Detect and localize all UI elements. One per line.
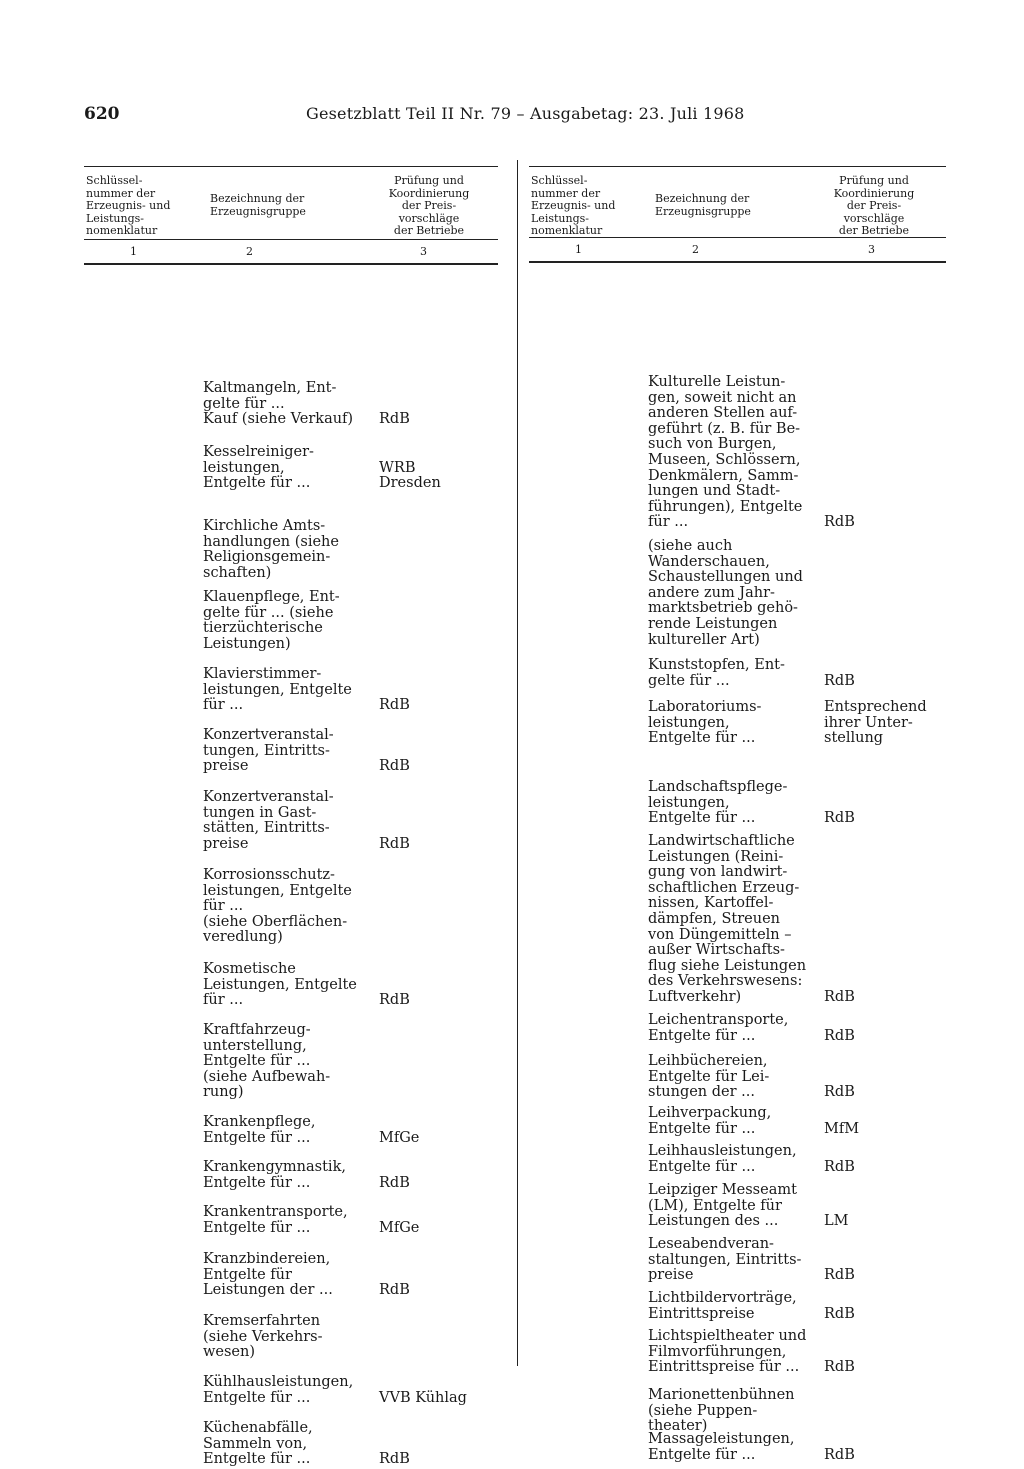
entry-authority: RdB: [824, 1267, 855, 1284]
entry-authority: RdB: [379, 992, 410, 1009]
entry-term: [203, 381, 379, 428]
list-item: [203, 519, 499, 581]
entry-authority: RdB: [824, 1359, 855, 1376]
entry-term: [648, 1329, 824, 1376]
page-number: 620: [84, 104, 120, 124]
list-item: [648, 375, 944, 531]
list-item: [203, 445, 499, 492]
entry-authority: LM: [824, 1213, 849, 1230]
entry-term-line: (siehe Oberflächen-: [203, 913, 348, 930]
entry-term-line: staltungen, Eintritts-: [648, 1251, 802, 1268]
entry-term: [648, 1144, 824, 1175]
list-item: [648, 1183, 944, 1230]
entry-term: [648, 780, 824, 827]
entry-authority: RdB: [379, 1451, 410, 1468]
entry-term-line: leistungen,: [648, 714, 730, 731]
entry-term-line: stätten, Eintritts-: [203, 820, 330, 837]
list-item: [648, 780, 944, 827]
entry-term-line: Entgelte für ...: [648, 730, 756, 747]
entry-authority: VVB Kühlag: [379, 1389, 467, 1406]
left-column: [84, 166, 498, 1468]
entry-term-line: Massageleistungen,: [648, 1431, 795, 1447]
entry-term-line: schaften): [203, 564, 272, 581]
list-item: [203, 1375, 499, 1406]
right-column: [529, 166, 946, 1463]
entry-term-line: Krankengymnastik,: [203, 1159, 346, 1175]
entry-term-line: Entgelte für ...: [203, 1219, 311, 1236]
entry-authority: RdB: [379, 1282, 410, 1299]
list-item: [203, 667, 499, 714]
entry-term-line: (siehe Puppen-: [648, 1402, 758, 1419]
entry-term-line: Kesselreiniger-: [203, 444, 314, 460]
entry-term-line: Kosmetische: [203, 961, 296, 977]
table-header: [529, 166, 946, 238]
list-item: [203, 1252, 499, 1299]
entry-term: [203, 1023, 379, 1101]
running-head: Gesetzblatt Teil II Nr. 79 – Ausgabetag: 23. Juli 1968: [306, 104, 745, 123]
entry-term-line: Leistungen des ...: [648, 1213, 779, 1230]
entry-term: [648, 375, 824, 531]
entry-term-line: Leihverpackung,: [648, 1105, 772, 1121]
entry-term-line: Leseabendveran-: [648, 1236, 774, 1252]
entry-term-line: Klavierstimmer-: [203, 666, 322, 682]
list-item: [648, 1329, 944, 1376]
entry-term-line: für ...: [648, 514, 689, 531]
entry-term: [203, 1314, 379, 1361]
entry-term-line: Krankentransporte,: [203, 1204, 348, 1220]
list-item: [203, 1205, 499, 1236]
entry-authority: RdB: [379, 697, 410, 714]
entry-term-line: Entgelte für ...: [648, 1158, 756, 1175]
entry-term-line: Schaustellungen und: [648, 569, 803, 586]
entry-term: [203, 1115, 379, 1146]
entry-term-line: Laboratoriums-: [648, 699, 762, 715]
column-number-2: 2: [246, 245, 253, 258]
entry-term-line: Entgelte für Lei-: [648, 1068, 770, 1085]
entry-term-line: Leipziger Messeamt: [648, 1182, 797, 1198]
entry-term-line: gung von landwirt-: [648, 864, 788, 881]
entry-term-line: für ...: [203, 992, 244, 1009]
entry-term-line: Konzertveranstal-: [203, 727, 334, 743]
entry-term-line: gelte für ... (siehe: [203, 604, 334, 621]
entry-term-line: preise: [203, 835, 249, 852]
entry-term-line: stungen der ...: [648, 1084, 755, 1101]
entry-term-line: rende Leistungen: [648, 615, 778, 632]
entry-authority: Entsprechend ihrer Unter- stellung: [824, 699, 927, 747]
entry-term-line: Krankenpflege,: [203, 1114, 316, 1130]
entry-term-line: Konzertveranstal-: [203, 789, 334, 805]
list-item: [648, 1054, 944, 1101]
entry-term-line: Klauenpflege, Ent-: [203, 589, 340, 605]
entry-term-line: leistungen,: [648, 794, 730, 811]
column-number-1: 1: [575, 243, 582, 256]
entry-term: [648, 658, 824, 689]
entry-term: [203, 667, 379, 714]
entry-term-line: für ...: [203, 898, 244, 915]
header-col-1: Schlüssel- nummer der Erzeugnis- und Leistungs- nomenklatur: [86, 174, 171, 237]
table-header: [84, 166, 498, 240]
entry-term-line: Religionsgemein-: [203, 549, 331, 566]
entry-term: [648, 1106, 824, 1137]
entry-term-line: Landschaftspflege-: [648, 779, 788, 795]
list-item: [648, 1432, 944, 1463]
list-item: [203, 962, 499, 1009]
entry-term-line: preise: [648, 1267, 694, 1284]
entry-term-line: Entgelte für ...: [203, 475, 311, 492]
entry-term-line: (LM), Entgelte für: [648, 1197, 782, 1214]
entry-term: [203, 1160, 379, 1191]
entry-term-line: tungen in Gast-: [203, 804, 317, 821]
entry-authority: MfGe: [379, 1129, 420, 1146]
entry-term-line: theater): [648, 1418, 708, 1435]
entry-term-line: such von Burgen,: [648, 436, 777, 453]
entry-term-line: Entgelte für: [203, 1266, 292, 1283]
entry-term-line: Kulturelle Leistun-: [648, 374, 786, 390]
entry-term: [203, 790, 379, 852]
entry-term-line: lungen und Stadt-: [648, 483, 781, 500]
entry-term: [203, 590, 379, 652]
list-item: [203, 728, 499, 775]
entry-term-line: leistungen, Entgelte: [203, 681, 352, 698]
entry-term-line: Entgelte für ...: [648, 1446, 756, 1463]
entry-term-line: Entgelte für ...: [203, 1129, 311, 1146]
list-item: [648, 1291, 944, 1322]
entry-term-line: Kremserfahrten: [203, 1313, 321, 1329]
column-number-1: 1: [130, 245, 137, 258]
list-item: [648, 1388, 944, 1435]
list-item: [648, 1106, 944, 1137]
entry-term-line: Entgelte für ...: [203, 1451, 311, 1468]
entry-term-line: Denkmälern, Samm-: [648, 467, 799, 484]
entry-term-line: Leistungen (Reini-: [648, 848, 784, 865]
entry-term-line: Entgelte für ...: [648, 1027, 756, 1044]
list-item: [203, 868, 499, 946]
entry-term: [203, 868, 379, 946]
entry-term: [203, 1421, 379, 1468]
entry-term: [648, 1183, 824, 1230]
entry-term-line: für ...: [203, 697, 244, 714]
entry-term: [648, 539, 824, 648]
entry-authority: RdB: [379, 1174, 410, 1191]
entry-term: [648, 700, 824, 747]
header-col-2: Bezeichnung der Erzeugnisgruppe: [655, 192, 751, 218]
entry-term-line: Eintrittspreise für ...: [648, 1359, 800, 1376]
column-divider: [517, 160, 518, 1366]
entry-term-line: preise: [203, 758, 249, 775]
list-item: [203, 1115, 499, 1146]
entry-authority: RdB: [379, 835, 410, 852]
column-number-2: 2: [692, 243, 699, 256]
entry-authority: WRB Dresden: [379, 459, 441, 492]
entry-term-line: handlungen (siehe: [203, 533, 339, 550]
entry-authority: MfGe: [379, 1219, 420, 1236]
column-number-3: 3: [868, 243, 875, 256]
entry-term: [648, 1237, 824, 1284]
entry-term: [203, 519, 379, 581]
entry-term-line: gen, soweit nicht an: [648, 389, 797, 406]
entry-term-line: Eintrittspreise: [648, 1305, 755, 1322]
entry-term-line: Küchenabfälle,: [203, 1420, 313, 1436]
entry-term: [648, 1432, 824, 1463]
entry-term-line: veredlung): [203, 929, 283, 946]
entry-term: [648, 1291, 824, 1322]
entry-term-line: Kühlhausleistungen,: [203, 1374, 354, 1390]
entry-term-line: anderen Stellen auf-: [648, 405, 798, 422]
entry-term-line: leistungen, Entgelte: [203, 882, 352, 899]
entry-term-line: Leistungen, Entgelte: [203, 976, 357, 993]
entry-term-line: Entgelte für ...: [648, 1120, 756, 1137]
entry-term-line: Sammeln von,: [203, 1435, 308, 1452]
entry-term-line: Kunststopfen, Ent-: [648, 657, 785, 673]
entry-authority: RdB: [379, 411, 410, 428]
header-col-3: Prüfung und Koordinierung der Preis- vorschläge der Betriebe: [388, 174, 470, 237]
list-item: [648, 1144, 944, 1175]
entry-term-line: des Verkehrswesens:: [648, 973, 803, 990]
entry-term-line: Leihhausleistungen,: [648, 1143, 797, 1159]
entry-authority: RdB: [824, 1158, 855, 1175]
header-col-3: Prüfung und Koordinierung der Preis- vorschläge der Betriebe: [833, 174, 915, 237]
list-item: [203, 1160, 499, 1191]
entry-term-line: (siehe Aufbewah-: [203, 1068, 331, 1085]
header-col-2: Bezeichnung der Erzeugnisgruppe: [210, 192, 306, 218]
entry-term: [203, 1205, 379, 1236]
list-item: [648, 700, 944, 747]
entry-term-line: Entgelte für ...: [203, 1389, 311, 1406]
entry-term-line: unterstellung,: [203, 1037, 307, 1054]
entry-term-line: schaftlichen Erzeug-: [648, 879, 800, 896]
entry-term-line: rung): [203, 1084, 244, 1101]
entry-term-line: Kaltmangeln, Ent-: [203, 380, 337, 396]
entry-authority: RdB: [824, 988, 855, 1005]
entry-term: [648, 834, 824, 1006]
column-number-3: 3: [420, 245, 427, 258]
list-item: [648, 658, 944, 689]
entry-term-line: von Düngemitteln –: [648, 926, 792, 943]
column-numbers: [529, 238, 946, 263]
entry-authority: RdB: [824, 1084, 855, 1101]
entry-term: [648, 1054, 824, 1101]
entry-term-line: Leistungen der ...: [203, 1282, 333, 1299]
entry-term-line: Museen, Schlössern,: [648, 451, 801, 468]
entry-authority: RdB: [824, 1305, 855, 1322]
entry-term-line: Landwirtschaftliche: [648, 833, 795, 849]
entry-term-line: gelte für ...: [203, 395, 285, 412]
entry-term-line: Korrosionsschutz-: [203, 867, 335, 883]
list-item: [203, 1421, 499, 1468]
list-item: [203, 790, 499, 852]
list-item: [203, 1314, 499, 1361]
entry-term-line: leistungen,: [203, 459, 285, 476]
entry-term-line: nissen, Kartoffel-: [648, 895, 774, 912]
entry-term-line: kultureller Art): [648, 631, 760, 648]
entry-term-line: gelte für ...: [648, 672, 730, 689]
list-item: [203, 590, 499, 652]
list-item: [648, 1237, 944, 1284]
list-item: [648, 539, 944, 648]
entry-term-line: Kauf (siehe Verkauf): [203, 411, 354, 428]
entry-term-line: tierzüchterische: [203, 620, 323, 637]
entry-term-line: geführt (z. B. für Be-: [648, 420, 801, 437]
entry-term-line: tungen, Eintritts-: [203, 742, 330, 759]
entry-term-line: Filmvorführungen,: [648, 1343, 787, 1360]
entry-term: [648, 1013, 824, 1044]
entry-term-line: Marionettenbühnen: [648, 1387, 795, 1403]
column-numbers: [84, 240, 498, 265]
entry-term-line: flug siehe Leistungen: [648, 957, 807, 974]
entry-term: [203, 445, 379, 492]
list-item: [648, 834, 944, 1006]
entry-term-line: dämpfen, Streuen: [648, 910, 780, 927]
entry-term-line: andere zum Jahr-: [648, 584, 775, 601]
header-col-1: Schlüssel- nummer der Erzeugnis- und Leistungs- nomenklatur: [531, 174, 616, 237]
entry-term-line: marktsbetrieb gehö-: [648, 600, 798, 617]
entry-term-line: führungen), Entgelte: [648, 498, 803, 515]
entry-term-line: Leistungen): [203, 635, 291, 652]
list-item: [648, 1013, 944, 1044]
entry-term-line: Luftverkehr): [648, 988, 742, 1005]
entry-term-line: Leihbüchereien,: [648, 1053, 768, 1069]
entry-term-line: Entgelte für ...: [203, 1053, 311, 1070]
entry-authority: RdB: [824, 1446, 855, 1463]
entry-authority: RdB: [824, 810, 855, 827]
list-item: [203, 1023, 499, 1101]
entry-term-line: (siehe Verkehrs-: [203, 1328, 323, 1345]
entry-term: [648, 1388, 824, 1435]
entry-authority: RdB: [824, 1027, 855, 1044]
entry-term-line: wesen): [203, 1344, 256, 1361]
entry-authority: RdB: [824, 514, 855, 531]
entry-term: [203, 962, 379, 1009]
entry-term-line: Entgelte für ...: [648, 810, 756, 827]
entry-term-line: Entgelte für ...: [203, 1174, 311, 1191]
entry-term-line: Lichtspieltheater und: [648, 1328, 807, 1344]
entry-authority: MfM: [824, 1120, 860, 1137]
entry-authority: RdB: [379, 758, 410, 775]
entry-term-line: (siehe auch: [648, 538, 733, 554]
entry-term: [203, 1252, 379, 1299]
entry-term-line: außer Wirtschafts-: [648, 942, 785, 959]
entry-term-line: Kirchliche Amts-: [203, 518, 326, 534]
entry-term-line: Wanderschauen,: [648, 553, 770, 570]
entry-term: [203, 1375, 379, 1406]
entry-term-line: Lichtbildervorträge,: [648, 1290, 797, 1306]
list-item: [203, 381, 499, 428]
entry-term-line: Kranzbindereien,: [203, 1251, 331, 1267]
entry-term: [203, 728, 379, 775]
entry-term-line: Kraftfahrzeug-: [203, 1022, 311, 1038]
entry-term-line: Leichentransporte,: [648, 1012, 789, 1028]
entry-authority: RdB: [824, 672, 855, 689]
